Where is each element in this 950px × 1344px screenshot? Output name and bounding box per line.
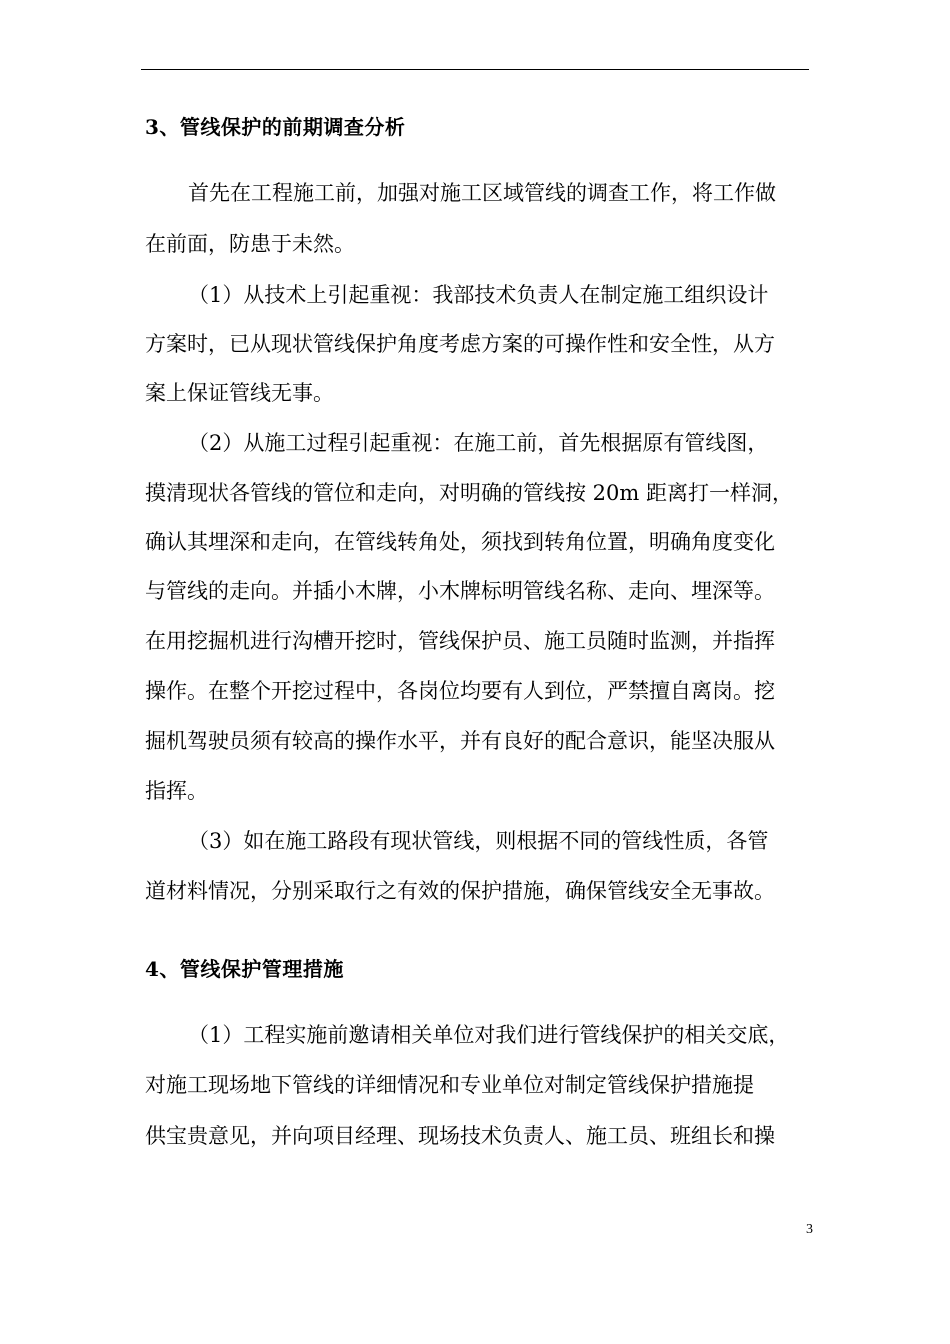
section-3-intro-line-2: 在前面，防患于未然。	[145, 232, 355, 256]
section-3-item-2-line-1: （2）从施工过程引起重视：在施工前，首先根据原有管线图，	[188, 431, 769, 455]
header-rule	[141, 69, 809, 70]
section-3-item-2-line-8: 指挥。	[145, 779, 208, 803]
section-3-item-3-line-1: （3）如在施工路段有现状管线，则根据不同的管线性质，各管	[188, 829, 769, 853]
section-3-item-1-line-1: （1）从技术上引起重视：我部技术负责人在制定施工组织设计	[188, 283, 769, 307]
section-3-item-2-line-2: 摸清现状各管线的管位和走向，对明确的管线按 20m 距离打一样洞，	[145, 481, 793, 505]
section-3-intro-line-1: 首先在工程施工前，加强对施工区域管线的调查工作，将工作做	[188, 181, 776, 205]
section-3-item-2-line-3: 确认其埋深和走向，在管线转角处，须找到转角位置，明确角度变化	[145, 530, 775, 554]
section-3-item-2-line-7: 掘机驾驶员须有较高的操作水平，并有良好的配合意识，能坚决服从	[145, 729, 775, 753]
page-number: 3	[806, 1222, 813, 1237]
section-3-item-2-line-5: 在用挖掘机进行沟槽开挖时，管线保护员、施工员随时监测，并指挥	[145, 629, 775, 653]
section-3-heading: 3、管线保护的前期调查分析	[145, 115, 406, 139]
section-4-item-1-line-3: 供宝贵意见，并向项目经理、现场技术负责人、施工员、班组长和操	[145, 1124, 775, 1148]
section-3-item-2-line-4: 与管线的走向。并插小木牌，小木牌标明管线名称、走向、埋深等。	[145, 579, 775, 603]
section-3-item-1-line-3: 案上保证管线无事。	[145, 381, 334, 405]
section-4-item-1-line-1: （1）工程实施前邀请相关单位对我们进行管线保护的相关交底，	[188, 1023, 790, 1047]
section-4-heading: 4、管线保护管理措施	[145, 957, 344, 981]
section-4-item-1-line-2: 对施工现场地下管线的详细情况和专业单位对制定管线保护措施提	[145, 1073, 754, 1097]
section-3-item-2-line-6: 操作。在整个开挖过程中，各岗位均要有人到位，严禁擅自离岗。挖	[145, 679, 775, 703]
section-3-item-3-line-2: 道材料情况，分别采取行之有效的保护措施，确保管线安全无事故。	[145, 879, 775, 903]
section-3-item-1-line-2: 方案时，已从现状管线保护角度考虑方案的可操作性和安全性，从方	[145, 332, 775, 356]
